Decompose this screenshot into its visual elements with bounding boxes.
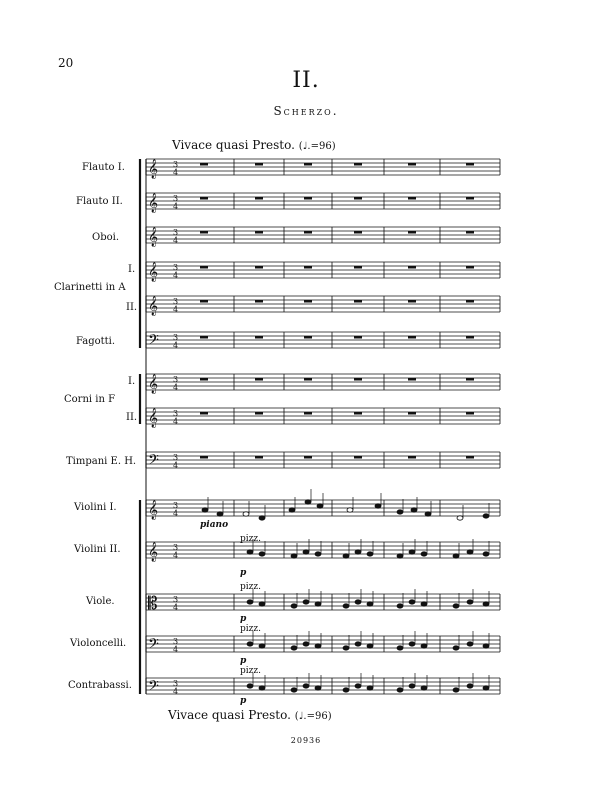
- time-signature-bottom: 4: [173, 168, 179, 177]
- whole-rest: [466, 197, 474, 200]
- whole-rest: [255, 163, 263, 166]
- whole-rest: [354, 163, 362, 166]
- whole-rest: [304, 266, 312, 269]
- label-flauto-1: Flauto I.: [82, 162, 125, 173]
- label-viole: Viole.: [86, 596, 115, 607]
- dynamic-p-contrabassi: p: [240, 696, 247, 706]
- notehead: [483, 514, 489, 518]
- time-signature-top: 3: [173, 409, 179, 418]
- notehead: [467, 550, 473, 554]
- whole-rest: [255, 231, 263, 234]
- notehead: [291, 604, 297, 608]
- label-violini-1: Violini I.: [74, 502, 117, 513]
- clef-treble-icon: 𝄞: [148, 193, 159, 213]
- notehead: [425, 512, 431, 516]
- clef-bass-icon: 𝄢: [148, 636, 159, 656]
- whole-rest: [466, 412, 474, 415]
- clef-treble-icon: 𝄞: [148, 262, 159, 282]
- time-signature-top: 3: [173, 501, 179, 510]
- label-fagotti: Fagotti.: [76, 336, 116, 347]
- notehead: [453, 604, 459, 608]
- notehead: [367, 644, 373, 648]
- time-signature-top: 3: [173, 543, 179, 552]
- notehead: [483, 686, 489, 690]
- tempo-marking-bottom: [168, 708, 332, 722]
- pizz-violoncelli: pizz.: [240, 624, 261, 634]
- whole-rest: [408, 378, 416, 381]
- whole-rest: [354, 266, 362, 269]
- label-clarinetti: Clarinetti in A: [54, 282, 126, 293]
- whole-rest: [408, 266, 416, 269]
- notehead: [343, 554, 349, 558]
- notehead: [247, 642, 253, 646]
- notehead: [303, 642, 309, 646]
- whole-rest: [354, 378, 362, 381]
- label-timpani: Timpani E. H.: [66, 456, 137, 467]
- notehead: [247, 684, 253, 688]
- time-signature-top: 3: [173, 637, 179, 646]
- clef-treble-icon: 𝄞: [148, 159, 159, 179]
- time-signature-bottom: 4: [173, 383, 179, 392]
- clef-bass-icon: 𝄢: [148, 678, 159, 698]
- whole-rest: [408, 336, 416, 339]
- notehead: [397, 510, 403, 514]
- clef-treble-icon: 𝄞: [148, 374, 159, 394]
- dynamic-piano: piano: [200, 520, 229, 530]
- dynamic-p-violini-2: p: [240, 568, 247, 578]
- notehead: [303, 550, 309, 554]
- notehead: [355, 684, 361, 688]
- notehead: [375, 504, 381, 508]
- notehead: [303, 600, 309, 604]
- notehead: [343, 688, 349, 692]
- label-corni: Corni in F: [64, 394, 116, 405]
- whole-rest: [200, 378, 208, 381]
- notehead: [355, 600, 361, 604]
- notehead: [303, 684, 309, 688]
- time-signature-top: 3: [173, 333, 179, 342]
- whole-rest: [408, 412, 416, 415]
- movement-title: Scherzo.: [273, 104, 339, 118]
- whole-rest: [304, 412, 312, 415]
- notehead: [259, 602, 265, 606]
- notehead: [457, 516, 463, 520]
- time-signature-bottom: 4: [173, 645, 179, 654]
- whole-rest: [304, 456, 312, 459]
- whole-rest: [255, 300, 263, 303]
- whole-rest: [255, 456, 263, 459]
- time-signature-bottom: 4: [173, 551, 179, 560]
- time-signature-bottom: 4: [173, 603, 179, 612]
- whole-rest: [466, 336, 474, 339]
- notehead: [247, 600, 253, 604]
- notehead: [467, 642, 473, 646]
- notehead: [409, 600, 415, 604]
- time-signature-top: 3: [173, 263, 179, 272]
- clef-bass-icon: 𝄢: [148, 452, 159, 472]
- time-signature-bottom: 4: [173, 202, 179, 211]
- notehead: [291, 646, 297, 650]
- clef-treble-icon: 𝄞: [148, 296, 159, 316]
- whole-rest: [200, 412, 208, 415]
- time-signature-top: 3: [173, 194, 179, 203]
- notehead: [421, 552, 427, 556]
- whole-rest: [466, 231, 474, 234]
- time-signature-top: 3: [173, 160, 179, 169]
- whole-rest: [200, 231, 208, 234]
- whole-rest: [466, 266, 474, 269]
- whole-rest: [304, 378, 312, 381]
- notehead: [367, 602, 373, 606]
- notehead: [291, 688, 297, 692]
- clef-alto-icon: 𝄡: [148, 594, 158, 614]
- whole-rest: [200, 197, 208, 200]
- label-clarinet-1: I.: [128, 264, 136, 275]
- whole-rest: [255, 266, 263, 269]
- notehead: [305, 500, 311, 504]
- whole-rest: [304, 336, 312, 339]
- whole-rest: [408, 197, 416, 200]
- time-signature-top: 3: [173, 453, 179, 462]
- notehead: [343, 604, 349, 608]
- whole-rest: [255, 197, 263, 200]
- whole-rest: [200, 163, 208, 166]
- notehead: [421, 602, 427, 606]
- metronome-mark: (♩.=96): [298, 141, 336, 152]
- notehead: [397, 646, 403, 650]
- clef-treble-icon: 𝄞: [148, 408, 159, 428]
- label-violoncelli: Violoncelli.: [70, 638, 127, 649]
- whole-rest: [255, 412, 263, 415]
- notehead: [409, 550, 415, 554]
- dynamic-p-violoncelli: p: [240, 656, 247, 666]
- movement-number: II.: [292, 68, 320, 93]
- notehead: [467, 684, 473, 688]
- notehead: [453, 646, 459, 650]
- notehead: [291, 554, 297, 558]
- pizz-violini-2: pizz.: [240, 534, 261, 544]
- time-signature-bottom: 4: [173, 341, 179, 350]
- label-corni-2: II.: [126, 412, 138, 423]
- notehead: [347, 508, 353, 512]
- time-signature-top: 3: [173, 297, 179, 306]
- time-signature-top: 3: [173, 375, 179, 384]
- metronome-mark: (♩.=96): [294, 711, 332, 722]
- notehead: [315, 552, 321, 556]
- label-oboi: Oboi.: [92, 232, 119, 243]
- whole-rest: [408, 456, 416, 459]
- notehead: [217, 512, 223, 516]
- time-signature-top: 3: [173, 228, 179, 237]
- time-signature-bottom: 4: [173, 417, 179, 426]
- notehead: [411, 508, 417, 512]
- notehead: [367, 686, 373, 690]
- notehead: [243, 512, 249, 516]
- time-signature-top: 3: [173, 679, 179, 688]
- whole-rest: [255, 378, 263, 381]
- pizz-contrabassi: pizz.: [240, 666, 261, 676]
- clef-treble-icon: 𝄞: [148, 227, 159, 247]
- time-signature-bottom: 4: [173, 271, 179, 280]
- whole-rest: [408, 231, 416, 234]
- whole-rest: [354, 300, 362, 303]
- whole-rest: [354, 336, 362, 339]
- whole-rest: [304, 231, 312, 234]
- whole-rest: [304, 163, 312, 166]
- notehead: [467, 600, 473, 604]
- notehead: [355, 642, 361, 646]
- notehead: [397, 604, 403, 608]
- whole-rest: [466, 378, 474, 381]
- notehead: [453, 554, 459, 558]
- notehead: [247, 550, 253, 554]
- whole-rest: [466, 163, 474, 166]
- notehead: [367, 552, 373, 556]
- notehead: [259, 552, 265, 556]
- whole-rest: [200, 456, 208, 459]
- notehead: [421, 644, 427, 648]
- notehead: [259, 686, 265, 690]
- tempo-text: Vivace quasi Presto.: [168, 708, 291, 722]
- notehead: [259, 516, 265, 520]
- clef-treble-icon: 𝄞: [148, 500, 159, 520]
- label-corni-1: I.: [128, 376, 136, 387]
- notehead: [397, 554, 403, 558]
- whole-rest: [408, 163, 416, 166]
- whole-rest: [200, 300, 208, 303]
- page-number: 20: [58, 56, 74, 70]
- time-signature-bottom: 4: [173, 305, 179, 314]
- plate-number: 20936: [290, 736, 322, 745]
- notehead: [315, 686, 321, 690]
- label-clarinet-2: II.: [126, 302, 138, 313]
- time-signature-bottom: 4: [173, 461, 179, 470]
- label-flauto-2: Flauto II.: [76, 196, 123, 207]
- whole-rest: [200, 266, 208, 269]
- time-signature-bottom: 4: [173, 509, 179, 518]
- label-violini-2: Violini II.: [74, 544, 121, 555]
- whole-rest: [304, 300, 312, 303]
- notehead: [289, 508, 295, 512]
- notehead: [453, 688, 459, 692]
- notehead: [483, 602, 489, 606]
- whole-rest: [255, 336, 263, 339]
- whole-rest: [408, 300, 416, 303]
- notehead: [315, 602, 321, 606]
- time-signature-top: 3: [173, 595, 179, 604]
- notehead: [409, 684, 415, 688]
- whole-rest: [354, 456, 362, 459]
- whole-rest: [466, 456, 474, 459]
- pizz-viole: pizz.: [240, 582, 261, 592]
- dynamic-p-viole: p: [240, 614, 247, 624]
- time-signature-bottom: 4: [173, 687, 179, 696]
- notehead: [483, 552, 489, 556]
- notehead: [343, 646, 349, 650]
- clef-treble-icon: 𝄞: [148, 542, 159, 562]
- whole-rest: [304, 197, 312, 200]
- notehead: [315, 644, 321, 648]
- tempo-text: Vivace quasi Presto.: [172, 138, 295, 152]
- whole-rest: [354, 412, 362, 415]
- notehead: [483, 644, 489, 648]
- clef-bass-icon: 𝄢: [148, 332, 159, 352]
- notehead: [409, 642, 415, 646]
- notehead: [202, 508, 208, 512]
- notehead: [421, 686, 427, 690]
- whole-rest: [354, 197, 362, 200]
- whole-rest: [354, 231, 362, 234]
- whole-rest: [200, 336, 208, 339]
- time-signature-bottom: 4: [173, 236, 179, 245]
- notehead: [317, 504, 323, 508]
- label-contrabassi: Contrabassi.: [68, 680, 132, 691]
- notehead: [397, 688, 403, 692]
- notehead: [355, 550, 361, 554]
- whole-rest: [466, 300, 474, 303]
- notehead: [259, 644, 265, 648]
